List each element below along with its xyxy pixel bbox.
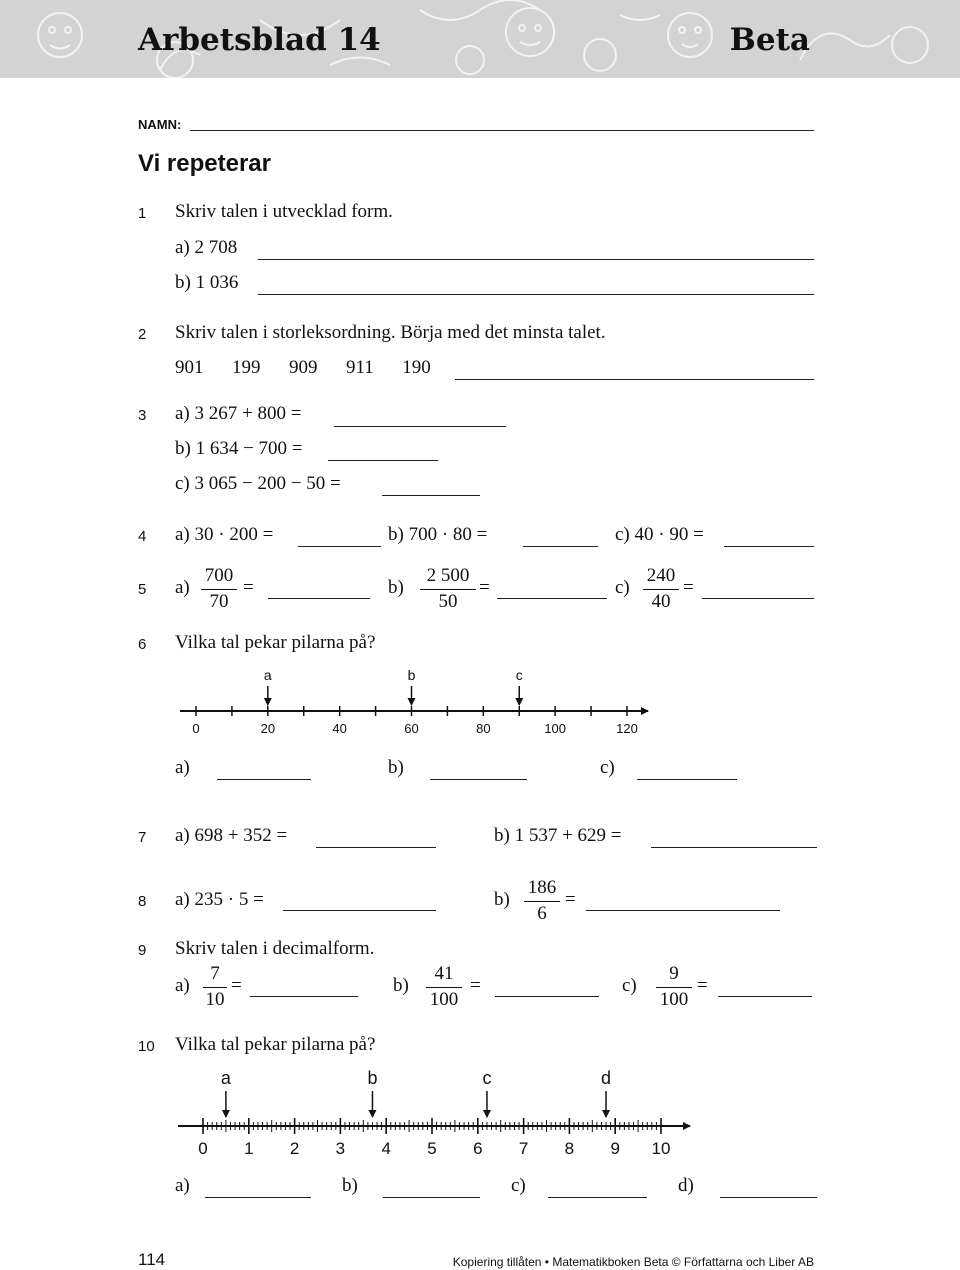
book-name: Beta xyxy=(729,22,810,58)
tick-label: 60 xyxy=(404,721,419,736)
q9-b-label: b) xyxy=(393,975,409,996)
denominator: 70 xyxy=(209,591,229,612)
tick-label: 120 xyxy=(616,721,638,736)
question-text: Vilka tal pekar pilarna på? xyxy=(175,632,376,653)
denominator: 10 xyxy=(205,989,225,1010)
q1-b-expression: b) 1 036 xyxy=(175,272,239,293)
question-number: 8 xyxy=(138,893,147,910)
answer-line[interactable] xyxy=(720,1197,817,1198)
question-number: 5 xyxy=(138,581,147,598)
denominator: 100 xyxy=(429,989,459,1010)
numerator: 7 xyxy=(210,963,220,984)
answer-line[interactable] xyxy=(205,1197,311,1198)
tick-label: 0 xyxy=(198,1139,208,1158)
tick-label: 80 xyxy=(476,721,491,736)
worksheet-title: Arbetsblad 14 xyxy=(138,22,381,58)
q8-a-expression: a) 235 · 5 = xyxy=(175,889,264,910)
question-number: 10 xyxy=(138,1038,155,1055)
equals-sign: = xyxy=(683,577,694,598)
q10-answer-b-label: b) xyxy=(342,1175,358,1196)
denominator: 100 xyxy=(659,989,689,1010)
answer-line[interactable] xyxy=(548,1197,647,1198)
section-title: Vi repeterar xyxy=(138,150,271,177)
question-text: Skriv talen i utvecklad form. xyxy=(175,201,393,222)
question-text: Skriv talen i decimalform. xyxy=(175,938,375,959)
equals-sign: = xyxy=(697,975,708,996)
q4-c-expression: c) 40 · 90 = xyxy=(615,524,704,545)
arrow-label: a xyxy=(263,667,272,683)
tick-label: 100 xyxy=(544,721,567,736)
denominator: 6 xyxy=(537,903,547,924)
q1-a-expression: a) 2 708 xyxy=(175,237,238,258)
tick-label: 4 xyxy=(381,1139,391,1158)
question-number: 9 xyxy=(138,942,147,959)
tick-label: 2 xyxy=(289,1139,300,1158)
tick-label: 8 xyxy=(564,1139,575,1158)
tick-label: 9 xyxy=(610,1139,620,1158)
q7-a-expression: a) 698 + 352 = xyxy=(175,825,288,846)
q4-b-expression: b) 700 · 80 = xyxy=(388,524,488,545)
answer-line[interactable] xyxy=(383,1197,480,1198)
q4-a-expression: a) 30 · 200 = xyxy=(175,524,274,545)
page-number: 114 xyxy=(138,1250,166,1269)
q10-answer-a-label: a) xyxy=(175,1175,190,1196)
arrow-label: a xyxy=(220,1068,231,1088)
question-number: 1 xyxy=(138,205,147,222)
numerator: 186 xyxy=(527,877,557,898)
q7-b-expression: b) 1 537 + 629 = xyxy=(494,825,622,846)
tick-label: 7 xyxy=(518,1139,529,1158)
q6-answer-a-label: a) xyxy=(175,757,190,778)
q5-c-label: c) xyxy=(615,577,630,598)
tick-label: 20 xyxy=(260,721,276,736)
question-text: Skriv talen i storleksordning. Börja med det minsta talet. xyxy=(175,322,606,343)
q3-b-expression: b) 1 634 − 700 = xyxy=(175,438,303,459)
tick-label: 40 xyxy=(332,721,347,736)
equals-sign: = xyxy=(479,577,490,598)
tick-label: 10 xyxy=(651,1139,671,1158)
q6-answer-c-label: c) xyxy=(600,757,615,778)
q6-answer-b-label: b) xyxy=(388,757,404,778)
equals-sign: = xyxy=(565,889,576,910)
equals-sign: = xyxy=(231,975,242,996)
q3-a-expression: a) 3 267 + 800 = xyxy=(175,403,302,424)
numerator: 2 500 xyxy=(426,565,470,586)
question-number: 3 xyxy=(138,407,147,424)
q10-answer-c-label: c) xyxy=(511,1175,526,1196)
tick-label: 5 xyxy=(427,1139,437,1158)
q10-answer-d-label: d) xyxy=(678,1175,694,1196)
q5-b-label: b) xyxy=(388,577,404,598)
arrow-label: c xyxy=(515,667,523,683)
question-number: 6 xyxy=(138,636,147,653)
q9-c-label: c) xyxy=(622,975,637,996)
q8-b-label: b) xyxy=(494,889,510,910)
arrow-label: d xyxy=(601,1068,612,1088)
numerator: 700 xyxy=(204,565,234,586)
copyright-notice: Kopiering tillåten • Matematikboken Beta © Författarna och Liber AB xyxy=(452,1255,814,1269)
numerator: 240 xyxy=(646,565,676,586)
arrow-label: b xyxy=(367,1068,378,1088)
tick-label: 6 xyxy=(473,1139,483,1158)
question-number: 4 xyxy=(138,528,147,545)
question-number: 2 xyxy=(138,326,147,343)
denominator: 40 xyxy=(651,591,671,612)
tick-label: 3 xyxy=(335,1139,346,1158)
denominator: 50 xyxy=(438,591,458,612)
tick-label: 0 xyxy=(192,721,200,736)
q3-c-expression: c) 3 065 − 200 − 50 = xyxy=(175,473,341,494)
q2-numbers: 901 199 909 911 190 xyxy=(175,357,431,378)
numerator: 41 xyxy=(434,963,454,984)
tick-label: 1 xyxy=(244,1139,254,1158)
arrow-label: b xyxy=(407,667,416,683)
equals-sign: = xyxy=(243,577,254,598)
q5-a-label: a) xyxy=(175,577,190,598)
question-number: 7 xyxy=(138,829,147,846)
numerator: 9 xyxy=(669,963,679,984)
arrow-label: c xyxy=(482,1068,492,1088)
q9-a-label: a) xyxy=(175,975,190,996)
question-text: Vilka tal pekar pilarna på? xyxy=(175,1034,376,1055)
equals-sign: = xyxy=(470,975,481,996)
name-label: NAMN: xyxy=(138,117,182,132)
